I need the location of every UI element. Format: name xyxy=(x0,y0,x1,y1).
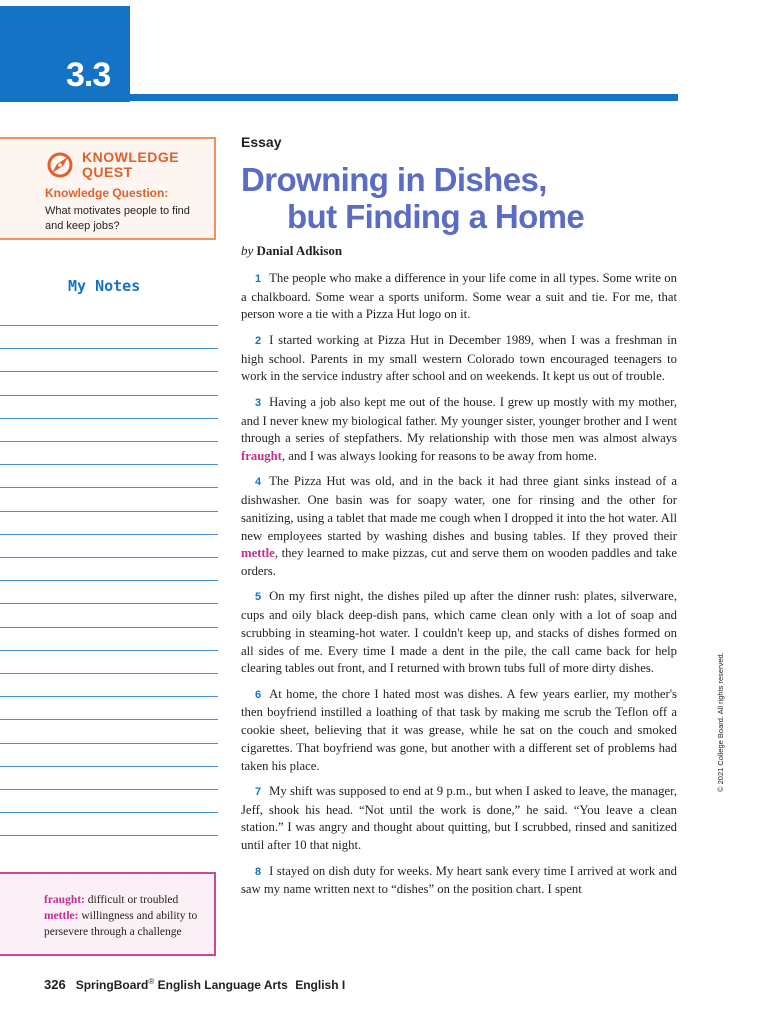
paragraph xyxy=(241,863,677,899)
note-line xyxy=(0,511,218,512)
essay-title-line1: Drowning in Dishes, xyxy=(241,161,547,198)
paragraph xyxy=(241,588,677,678)
note-line xyxy=(0,835,218,836)
registered-mark: ® xyxy=(148,977,155,986)
knowledge-quest-box xyxy=(0,137,216,240)
note-line xyxy=(0,812,218,813)
note-line xyxy=(0,464,218,465)
knowledge-question: What motivates people to find and keep jobs? xyxy=(45,205,190,232)
glossary-term: mettle: xyxy=(44,910,79,922)
glossary-entry xyxy=(44,908,212,940)
knowledge-question-label: Knowledge Question: xyxy=(45,186,169,200)
lesson-number: 3.3 xyxy=(66,56,111,94)
note-line xyxy=(0,418,218,419)
paragraph-number: 1 xyxy=(255,273,262,285)
glossary-term: fraught: xyxy=(44,894,85,906)
note-line xyxy=(0,766,218,767)
note-line xyxy=(0,719,218,720)
paragraph-text: I stayed on dish duty for weeks. My heart sank every time I arrived at work and saw my name written next to “dishes” on the position chart. I spent xyxy=(241,863,677,897)
essay-body xyxy=(241,270,677,907)
paragraph-number: 2 xyxy=(255,334,262,347)
notes-lines[interactable] xyxy=(0,325,218,845)
note-line xyxy=(0,487,218,488)
paragraph-text: My shift was supposed to end at 9 p.m., but when I asked to leave, the manager, Jeff, shook his head. “Not until the work is done,” he said. “You leave a clean station.” I was angry and thought about quitting, but I scrubbed, rinsed and sanitized until after 10 that night. xyxy=(241,784,677,853)
note-line xyxy=(0,534,218,535)
subject-name: English Language Arts xyxy=(154,978,288,992)
page-footer xyxy=(44,977,345,992)
note-line xyxy=(0,789,218,790)
vocab-word-mettle[interactable]: mettle xyxy=(241,546,275,561)
note-line xyxy=(0,557,218,558)
paragraph-text: On my first night, the dishes piled up after the dinner rush: plates, silverware, cups and oily black deep-dish pans, which came clean only with a lot of soap and scrubbing in steaming-hot water. I couldn't keep up, and stacks of dishes formed on all sides of me. Every time I made a dent in the pile, the call came back for help clearing tables out front, and I returned with brown tubs full of more dirty dishes. xyxy=(241,589,677,676)
essay-title-line2: but Finding a Home xyxy=(287,198,585,235)
my-notes-heading: My Notes xyxy=(68,277,141,295)
course-name: English I xyxy=(291,978,346,992)
note-line xyxy=(0,441,218,442)
compass-icon xyxy=(44,149,76,181)
kq-title-line2: QUEST xyxy=(82,164,133,180)
paragraph-number: 5 xyxy=(255,591,262,604)
copyright-notice: © 2021 College Board. All rights reserved. xyxy=(716,652,725,792)
paragraph-text: The Pizza Hut was old, and in the back it had three giant sinks instead of a dishwasher. One basin was for soapy water, one for rinsing and the other for sanitizing, using a tablet that made me cough when I dropped it into the hot water. All new employees started by washing dishes and busing tables. If they proved their xyxy=(241,474,677,543)
knowledge-quest-title xyxy=(82,150,212,180)
byline xyxy=(241,243,342,259)
paragraph-text: Having a job also kept me out of the house. I grew up mostly with my mother, and I never knew my biological father. My younger sister, younger brother and I went through a series of stepfathers. My relationship with those men was almost always xyxy=(241,394,677,446)
note-line xyxy=(0,603,218,604)
paragraph-text: , they learned to make pizzas, cut and serve them on wooden paddles and take orders. xyxy=(241,546,677,578)
paragraph xyxy=(241,270,677,324)
header-rule xyxy=(130,94,678,101)
note-line xyxy=(0,325,218,326)
lesson-tab xyxy=(0,6,130,102)
paragraph xyxy=(241,394,677,466)
paragraph-text: , and I was always looking for reasons to be away from home. xyxy=(281,448,597,463)
paragraph-number: 3 xyxy=(255,396,262,409)
paragraph-number: 6 xyxy=(255,688,262,701)
note-line xyxy=(0,371,218,372)
publisher-name: SpringBoard xyxy=(75,978,149,992)
vocab-word-fraught[interactable]: fraught xyxy=(241,448,282,463)
note-line xyxy=(0,673,218,674)
glossary-definition: willingness and ability to persevere through a challenge xyxy=(44,910,198,938)
note-line xyxy=(0,580,218,581)
note-line xyxy=(0,650,218,651)
glossary-box xyxy=(0,872,216,956)
note-line xyxy=(0,348,218,349)
paragraph xyxy=(241,473,677,580)
paragraph-number: 4 xyxy=(255,476,262,489)
paragraph xyxy=(241,332,677,386)
note-line xyxy=(0,743,218,744)
paragraph-text: The people who make a difference in your life come in all types. Some write on a chalkboard. Some wear a sports uniform. Some wear a suit and tie. For me, that person wore a tie with a Pizza Hut logo on it. xyxy=(241,271,677,322)
genre-label: Essay xyxy=(241,134,282,150)
glossary-list xyxy=(44,892,212,940)
paragraph-number: 8 xyxy=(255,865,262,878)
author-name: Danial Adkison xyxy=(256,243,343,258)
glossary-definition: difficult or troubled xyxy=(84,894,179,906)
byline-by: by xyxy=(241,243,254,258)
paragraph xyxy=(241,783,677,855)
kq-title-line1: KNOWLEDGE xyxy=(82,149,180,165)
note-line xyxy=(0,627,218,628)
paragraph-number: 7 xyxy=(255,786,262,799)
page-number: 326 xyxy=(44,977,66,992)
paragraph-text: I started working at Pizza Hut in December 1989, when I was a freshman in high school. Parents in my small western Colorado town encouraged teenagers to work in the service industry after school and on weekends. It kept us out of trouble. xyxy=(241,332,677,384)
paragraph xyxy=(241,686,677,776)
glossary-entry xyxy=(44,892,212,908)
paragraph-text: At home, the chore I hated most was dishes. A few years earlier, my mother's then boyfriend instilled a loathing of that task by making me scrub the Teflon off a cookie sheet, believing that it was grease, while he sat on the couch and smoked cigarettes. That boyfriend was gone, but another with a different set of problems had taken his place. xyxy=(241,686,677,773)
note-line xyxy=(0,696,218,697)
note-line xyxy=(0,395,218,396)
